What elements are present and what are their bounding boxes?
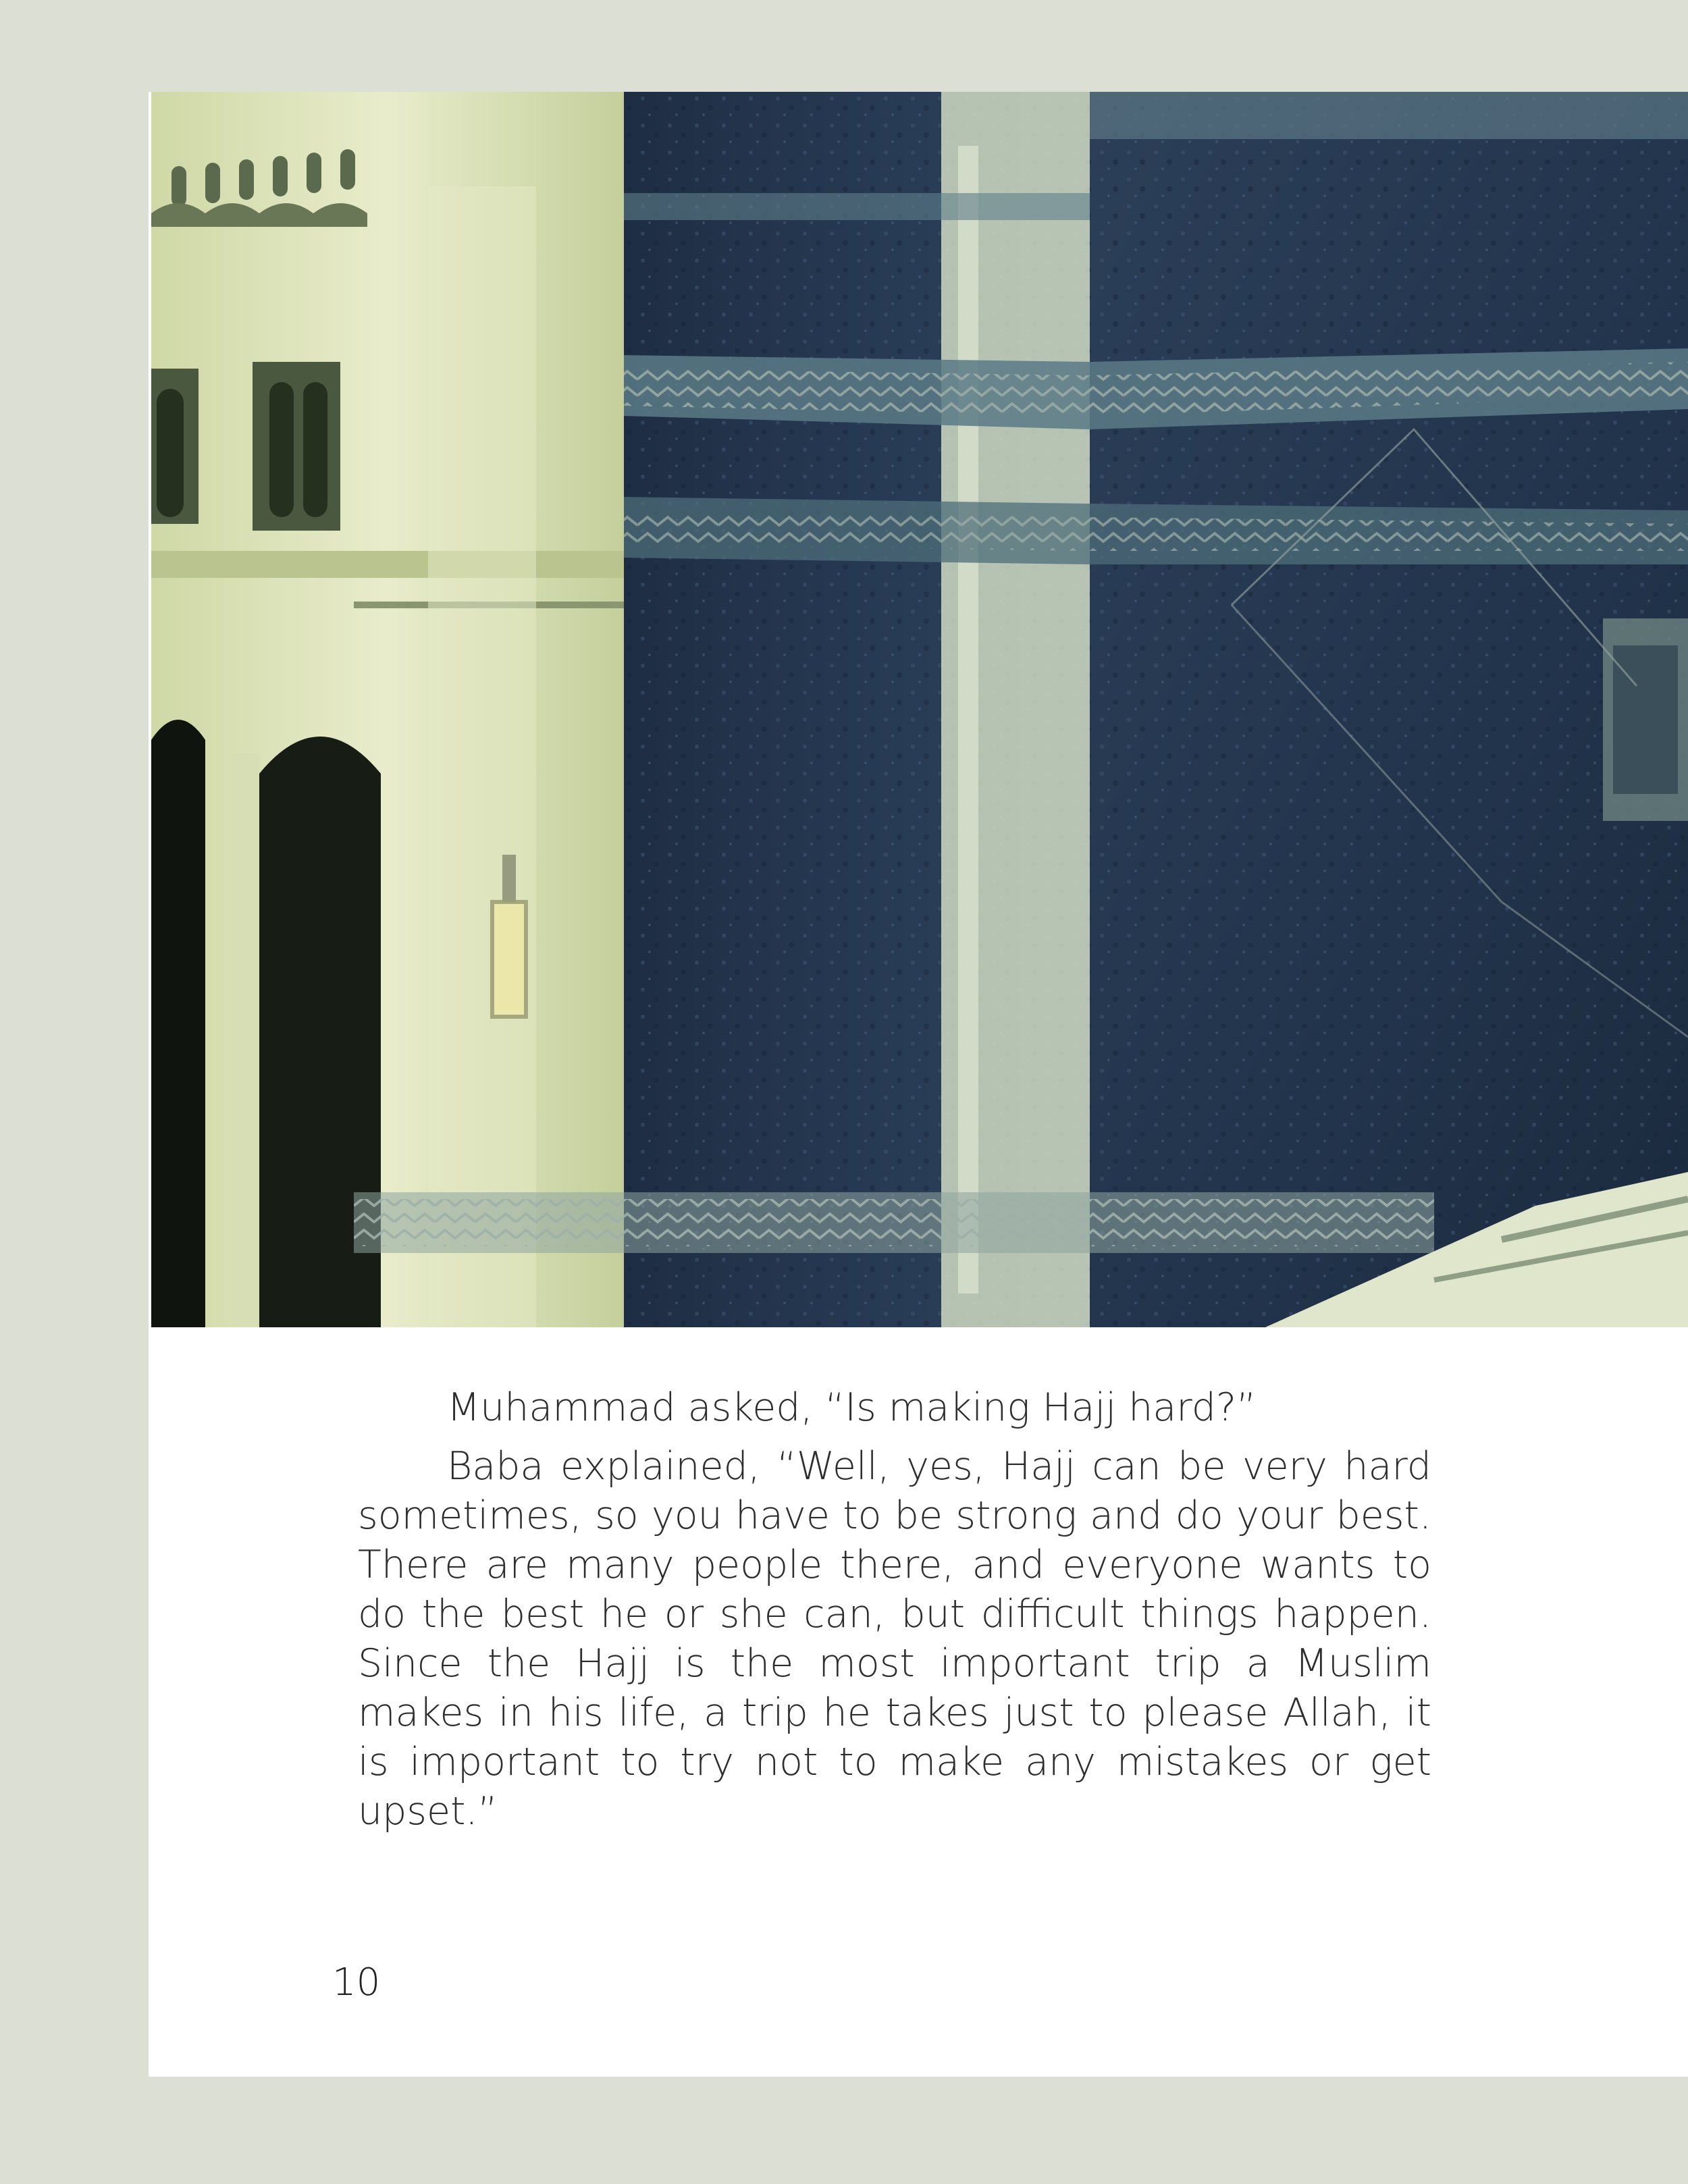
story-paragraph: Baba explained, “Well, yes, Hajj can be very hard sometimes, so you have to be strong and do your best. There are many people there, and everyone wants to do the best he or she can, but difficult things happen. Since the Hajj is the most important trip a Muslim makes in his life, a trip he takes just to please Allah, it is important to try not to make any mistakes or get upset.”	[358, 1444, 1431, 1834]
story-paragraph: Muhammad asked, “Is making Hajj hard?”	[447, 1385, 1257, 1430]
story-text	[358, 1383, 1431, 1842]
kaaba-illustration	[151, 92, 1688, 1327]
book-page	[149, 92, 1688, 2077]
page-number: 10	[332, 1961, 381, 2004]
